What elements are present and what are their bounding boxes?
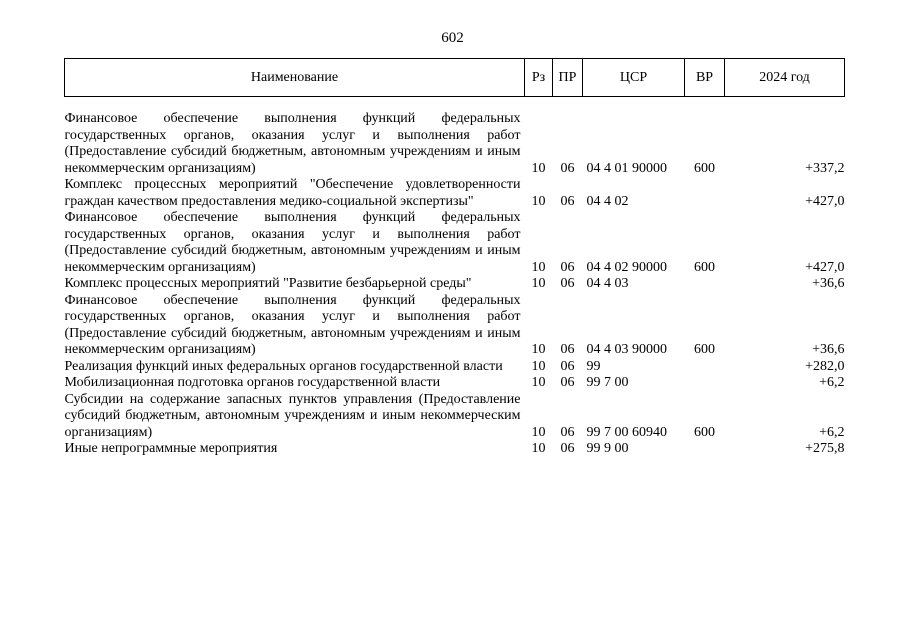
row-pr: 06 xyxy=(560,160,575,176)
header-name: Наименование xyxy=(65,59,525,97)
row-name: Мобилизационная подготовка органов государственной власти xyxy=(64,375,441,390)
row-vr xyxy=(685,177,725,210)
row-vr: 600 xyxy=(694,342,715,357)
row-vr: 600 xyxy=(694,259,715,275)
row-vr xyxy=(685,359,725,376)
row-pr: 06 xyxy=(560,441,575,456)
row-value: +275,8 xyxy=(805,441,845,456)
row-name: Финансовое обеспечение выполнения функций федеральных государственных органов, оказания услуг и выполнения работ (Предоставление субсидий бюджетным, автономным учреждениям и иным некоммерческим организациям) xyxy=(64,111,521,176)
row-csr: 04 4 02 90000 xyxy=(586,259,667,275)
row-pr: 06 xyxy=(560,276,575,291)
row-name: Субсидии на содержание запасных пунктов управления (Предоставление субсидий бюджетным, автономным учреждениям и иным некоммерческим организациям) xyxy=(64,391,521,440)
table-row xyxy=(65,392,845,442)
row-rz: 10 xyxy=(531,424,546,440)
row-value: +36,6 xyxy=(812,342,845,357)
table-row xyxy=(65,293,845,359)
row-value: +282,0 xyxy=(805,358,845,374)
row-csr: 04 4 02 xyxy=(586,193,629,209)
budget-table xyxy=(64,58,845,458)
row-rz: 10 xyxy=(531,193,546,209)
table-row xyxy=(65,276,845,293)
row-rz: 10 xyxy=(531,276,546,291)
page-number: 602 xyxy=(441,30,464,46)
header-csr: ЦСР xyxy=(583,59,685,97)
table-body xyxy=(65,97,845,458)
row-name: Реализация функций иных федеральных органов государственной власти xyxy=(64,358,503,374)
row-pr: 06 xyxy=(560,193,575,209)
row-name: Иные непрограммные мероприятия xyxy=(64,441,278,456)
row-csr: 04 4 01 90000 xyxy=(586,160,667,176)
row-rz: 10 xyxy=(531,375,546,390)
header-rz: Рз xyxy=(525,59,553,97)
row-csr: 99 9 00 xyxy=(586,441,629,456)
table-header xyxy=(65,59,845,97)
row-value: +427,0 xyxy=(805,193,845,209)
row-rz: 10 xyxy=(531,259,546,275)
row-vr: 600 xyxy=(694,160,715,176)
row-value: +36,6 xyxy=(812,276,845,291)
row-vr xyxy=(685,375,725,392)
row-pr: 06 xyxy=(560,424,575,440)
row-value: +337,2 xyxy=(805,160,845,176)
table-row xyxy=(65,359,845,376)
row-name: Финансовое обеспечение выполнения функций федеральных государственных органов, оказания услуг и выполнения работ (Предоставление субсидий бюджетным, автономным учреждениям и иным некоммерческим организациям) xyxy=(64,210,521,275)
row-csr: 99 7 00 60940 xyxy=(586,424,667,440)
row-vr: 600 xyxy=(694,424,715,440)
row-csr: 04 4 03 90000 xyxy=(586,342,667,357)
row-vr xyxy=(685,441,725,458)
row-value: +6,2 xyxy=(819,424,845,440)
row-rz: 10 xyxy=(531,358,546,374)
spacer-row xyxy=(65,97,845,112)
row-rz: 10 xyxy=(531,441,546,456)
table-row xyxy=(65,210,845,276)
header-year: 2024 год xyxy=(725,59,845,97)
row-pr: 06 xyxy=(560,358,575,374)
row-name: Комплекс процессных мероприятий "Обеспечение удовлетворенности граждан качеством предоставления медико-социальной экспертизы" xyxy=(64,177,521,209)
table-row xyxy=(65,375,845,392)
row-pr: 06 xyxy=(560,342,575,357)
header-pr: ПР xyxy=(553,59,583,97)
row-pr: 06 xyxy=(560,375,575,390)
table-row xyxy=(65,441,845,458)
row-name: Финансовое обеспечение выполнения функций федеральных государственных органов, оказания услуг и выполнения работ (Предоставление субсидий бюджетным, автономным учреждениям и иным некоммерческим организациям) xyxy=(64,292,521,357)
row-value: +6,2 xyxy=(819,375,845,390)
row-name: Комплекс процессных мероприятий "Развитие безбарьерной среды" xyxy=(64,276,472,291)
row-csr: 04 4 03 xyxy=(586,276,629,291)
row-rz: 10 xyxy=(531,342,546,357)
row-vr xyxy=(685,276,725,293)
row-rz: 10 xyxy=(531,160,546,176)
row-pr: 06 xyxy=(560,259,575,275)
table-row xyxy=(65,177,845,210)
row-csr: 99 7 00 xyxy=(586,375,629,390)
table-row xyxy=(65,111,845,177)
row-value: +427,0 xyxy=(805,259,845,275)
header-vr: ВР xyxy=(685,59,725,97)
row-csr: 99 xyxy=(586,358,601,374)
